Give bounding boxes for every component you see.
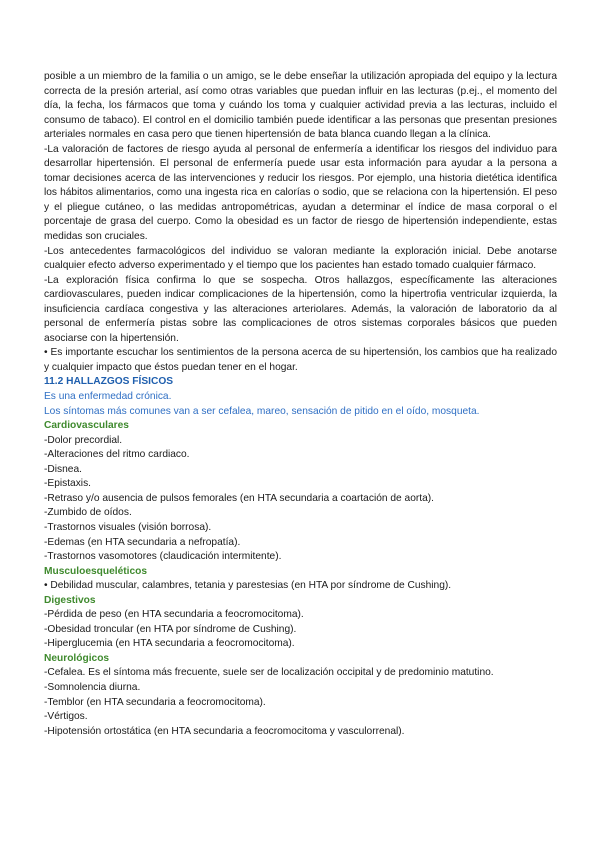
list-item: -Hiperglucemia (en HTA secundaria a feocromocitoma).: [44, 638, 295, 650]
list-item: -Pérdida de peso (en HTA secundaria a feocromocitoma).: [44, 609, 304, 621]
list-item: -Obesidad troncular (en HTA por síndrome de Cushing).: [44, 623, 297, 635]
paragraph-pharmacological-history: -Los antecedentes farmacológicos del individuo se valoran mediante la exploración inicial. Debe anotarse cualquier efecto adverso experimentado y el tiempo que los pacientes han estado tomado cualquier fármaco.: [44, 245, 557, 272]
section-symptoms: Los síntomas más comunes van a ser cefalea, mareo, sensación de pitido en el oído, mosqueta.: [44, 405, 480, 417]
list-item: -Trastornos visuales (visión borrosa).: [44, 521, 212, 533]
group-title-digestive: Digestivos: [44, 594, 96, 606]
group-title-musculoskeletal: Musculoesqueléticos: [44, 565, 148, 577]
list-item: -Hipotensión ortostática (en HTA secundaria a feocromocitoma y vasculorrenal).: [44, 725, 405, 737]
paragraph-physical-exploration: -La exploración física confirma lo que se sospecha. Otros hallazgos, específicamente las alteraciones cardiovasculares, pueden indicar complicaciones de la hipertensión, como la hipertrofia ventricular izquierda, la insuficiencia cardíaca congestiva y las alteraciones arteriolares. Además, la valoración de laboratorio da al personal de enfermería pistas sobre las complicaciones de otros sistemas corporales básicos que pueden asociarse con la hipertensión.: [44, 274, 557, 344]
document-page: [44, 70, 557, 739]
list-item: -Trastornos vasomotores (claudicación intermitente).: [44, 551, 282, 563]
list-item: -Disnea.: [44, 463, 82, 475]
group-title-neurological: Neurológicos: [44, 652, 110, 664]
list-item: -Epistaxis.: [44, 478, 91, 490]
list-item: -Alteraciones del ritmo cardiaco.: [44, 449, 190, 461]
list-item: • Debilidad muscular, calambres, tetania y parestesias (en HTA por síndrome de Cushing).: [44, 580, 452, 592]
section-title: 11.2 HALLAZGOS FÍSICOS: [44, 376, 174, 388]
list-item: -Retraso y/o ausencia de pulsos femorales (en HTA secundaria a coartación de aorta).: [44, 492, 434, 504]
group-title-cardiovascular: Cardiovasculares: [44, 420, 129, 432]
paragraph-home-monitoring: posible a un miembro de la familia o un amigo, se le debe enseñar la utilización apropiada del equipo y la lectura correcta de la presión arterial, así como otras variables que puedan influir en las lecturas (p.ej., el momento del día, la fecha, los fármacos que toma y cuándo los toma y cualquier actividad previa a las lecturas, incluido el consumo de tabaco). El control en el domicilio también puede identificar a las personas que presentan presiones arteriales normales en casa pero que tienen hipertensión de bata blanca cuando llegan a la clínica.: [44, 71, 557, 141]
list-item: -Edemas (en HTA secundaria a nefropatía).: [44, 536, 241, 548]
list-item: -Vértigos.: [44, 711, 88, 723]
list-item: -Zumbido de oídos.: [44, 507, 132, 519]
paragraph-risk-factors: -La valoración de factores de riesgo ayuda al personal de enfermería a identificar los riesgos del individuo para desarrollar hipertensión. El personal de enfermería puede usar esta información para ayudar a la persona a tomar decisiones acerca de las intervenciones y reducir los riesgos. Por ejemplo, una historia dietética identifica los hábitos alimentarios, como una ingesta rica en calorías o sodio, que se relaciona con la hipertensión. El peso y el pliegue cutáneo, o las medidas antropométricas, ayudan a determinar el índice de masa corporal o el porcentaje de grasa del cuerpo. Como la obesidad es un factor de riesgo de hipertensión independiente, estas medidas son cruciales.: [44, 143, 557, 243]
list-item: -Somnolencia diurna.: [44, 681, 141, 693]
list-item: -Cefalea. Es el síntoma más frecuente, suele ser de localización occipital y de predominio matutino.: [44, 667, 494, 679]
paragraph-listen-feelings: • Es importante escuchar los sentimientos de la persona acerca de su hipertensión, los cambios que ha realizado y cualquier impacto que éstos puedan tener en el hogar.: [44, 347, 557, 373]
list-item: -Dolor precordial.: [44, 434, 123, 446]
section-intro: Es una enfermedad crónica.: [44, 391, 172, 403]
list-item: -Temblor (en HTA secundaria a feocromocitoma).: [44, 696, 266, 708]
